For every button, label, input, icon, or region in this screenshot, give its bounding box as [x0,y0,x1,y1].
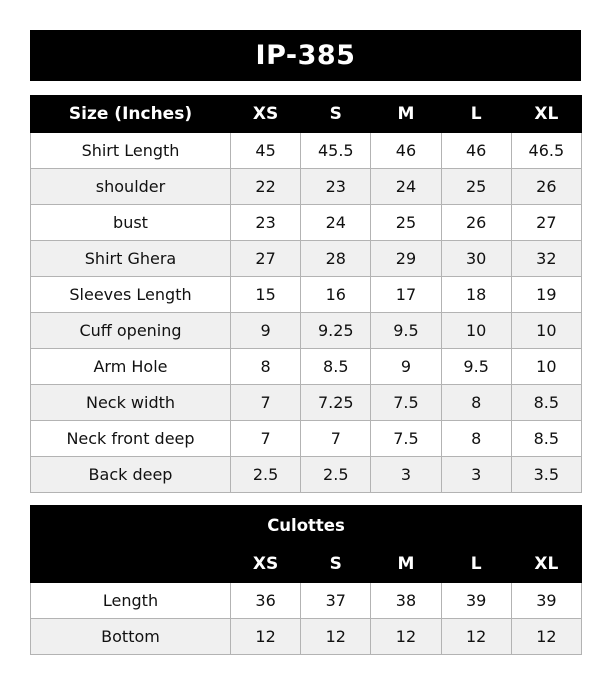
measurement-label: Neck width [31,385,231,421]
measurement-value: 26 [441,205,511,241]
measurement-label: Arm Hole [31,349,231,385]
measurement-value: 9 [371,349,441,385]
measurement-value: 15 [231,277,301,313]
size-header-xl: XL [511,546,581,583]
measurement-label: Bottom [31,619,231,655]
measurement-value: 39 [441,583,511,619]
measurement-value: 7.25 [301,385,371,421]
measurement-value: 46.5 [511,133,581,169]
measurement-value: 3.5 [511,457,581,493]
size-header-xl: XL [511,96,581,133]
table-row [31,277,582,313]
table-row [31,385,582,421]
culottes-title: Culottes [31,506,582,546]
measurement-value: 36 [231,583,301,619]
measurement-value: 7.5 [371,421,441,457]
size-header-s: S [301,96,371,133]
measurement-label: Shirt Length [31,133,231,169]
measurement-value: 8.5 [511,385,581,421]
measurement-value: 9.5 [441,349,511,385]
measurement-value: 10 [511,349,581,385]
measurement-value: 12 [371,619,441,655]
measurement-label: Sleeves Length [31,277,231,313]
measurement-value: 7.5 [371,385,441,421]
measurement-value: 32 [511,241,581,277]
measurement-value: 7 [231,385,301,421]
measurement-value: 39 [511,583,581,619]
measurement-value: 8.5 [301,349,371,385]
measurement-value: 38 [371,583,441,619]
measurement-label: shoulder [31,169,231,205]
measurement-value: 16 [301,277,371,313]
measurement-value: 8 [441,421,511,457]
measurement-label: bust [31,205,231,241]
measurement-value: 3 [371,457,441,493]
measurement-value: 10 [441,313,511,349]
size-label-header [31,546,231,583]
culottes-size-table [30,505,582,655]
measurement-value: 27 [511,205,581,241]
measurement-value: 23 [301,169,371,205]
measurement-value: 37 [301,583,371,619]
measurement-value: 7 [231,421,301,457]
measurement-label: Back deep [31,457,231,493]
size-chart-title: IP-385 [30,30,581,81]
measurement-value: 12 [441,619,511,655]
measurement-value: 23 [231,205,301,241]
measurement-label: Cuff opening [31,313,231,349]
measurement-value: 19 [511,277,581,313]
size-header-m: M [371,96,441,133]
measurement-value: 8.5 [511,421,581,457]
measurement-value: 2.5 [301,457,371,493]
measurement-value: 12 [301,619,371,655]
table-row [31,583,582,619]
measurement-value: 12 [231,619,301,655]
size-header-xs: XS [231,96,301,133]
measurement-value: 45.5 [301,133,371,169]
table-row [31,205,582,241]
measurement-value: 46 [441,133,511,169]
measurement-value: 2.5 [231,457,301,493]
table-row [31,133,582,169]
measurement-value: 12 [511,619,581,655]
size-header-s: S [301,546,371,583]
size-header-l: L [441,96,511,133]
size-header-xs: XS [231,546,301,583]
measurement-value: 8 [441,385,511,421]
measurement-value: 30 [441,241,511,277]
measurement-label: Shirt Ghera [31,241,231,277]
measurement-value: 18 [441,277,511,313]
table-header-row [31,96,582,133]
size-header-m: M [371,546,441,583]
culottes-title-row [31,506,582,546]
measurement-value: 17 [371,277,441,313]
measurement-value: 22 [231,169,301,205]
measurement-label: Length [31,583,231,619]
measurement-value: 7 [301,421,371,457]
measurement-value: 27 [231,241,301,277]
measurement-label: Neck front deep [31,421,231,457]
measurement-value: 25 [441,169,511,205]
measurement-value: 8 [231,349,301,385]
measurement-value: 9.5 [371,313,441,349]
table-row [31,169,582,205]
table-row [31,349,582,385]
measurement-value: 29 [371,241,441,277]
measurement-value: 9 [231,313,301,349]
measurement-value: 24 [371,169,441,205]
size-header-l: L [441,546,511,583]
measurement-value: 45 [231,133,301,169]
measurement-value: 26 [511,169,581,205]
measurement-value: 24 [301,205,371,241]
table-header-row [31,546,582,583]
measurement-value: 46 [371,133,441,169]
table-row [31,421,582,457]
measurement-value: 25 [371,205,441,241]
size-label-header: Size (Inches) [31,96,231,133]
measurement-value: 9.25 [301,313,371,349]
table-row [31,241,582,277]
measurement-value: 28 [301,241,371,277]
table-row [31,457,582,493]
measurement-value: 10 [511,313,581,349]
shirt-size-table [30,95,582,493]
table-row [31,619,582,655]
table-row [31,313,582,349]
measurement-value: 3 [441,457,511,493]
